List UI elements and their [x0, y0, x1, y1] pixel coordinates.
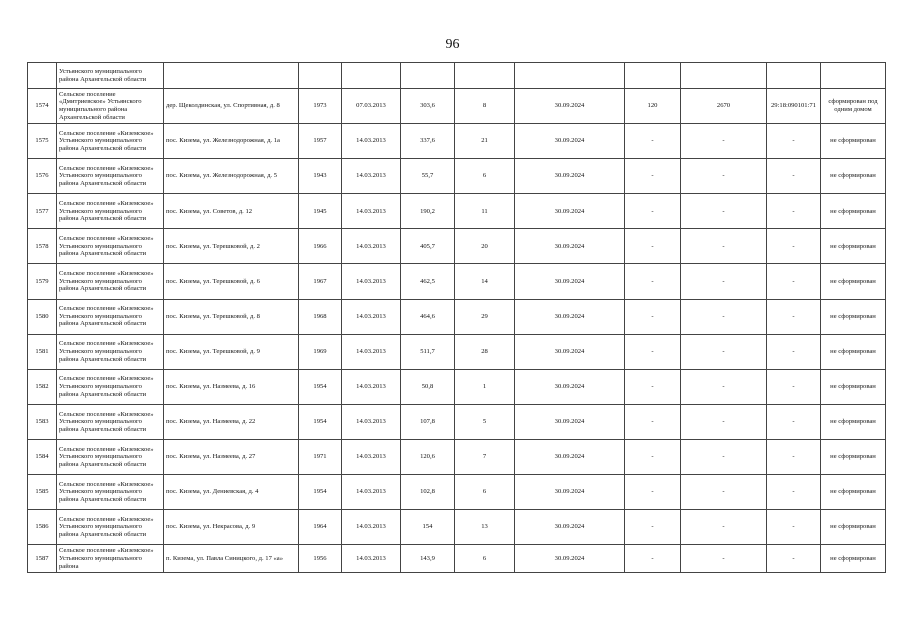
table-row-continuation	[28, 63, 886, 89]
cell-status	[821, 63, 886, 89]
table-row	[28, 439, 886, 474]
cell-num: 1579	[28, 264, 57, 299]
cell-owner: Сельское поселение «Киземское» Устьянского муниципального района Архангельской области	[57, 299, 164, 334]
cell-date2: 30.09.2024	[515, 439, 625, 474]
cell-date: 14.03.2013	[342, 124, 401, 159]
cell-owner: Сельское поселение «Киземское» Устьянского муниципального района Архангельской области	[57, 264, 164, 299]
cell-cadastral: -	[767, 124, 821, 159]
cell-status: не сформирован	[821, 194, 886, 229]
cell-n2: -	[681, 229, 767, 264]
cell-cadastral	[767, 63, 821, 89]
cell-date: 14.03.2013	[342, 194, 401, 229]
cell-date2: 30.09.2024	[515, 124, 625, 159]
cell-date2: 30.09.2024	[515, 545, 625, 573]
cell-date: 14.03.2013	[342, 159, 401, 194]
cell-num: 1574	[28, 89, 57, 124]
cell-year: 1945	[299, 194, 342, 229]
cell-area: 190,2	[401, 194, 455, 229]
cell-n2: -	[681, 404, 767, 439]
cell-count: 1	[455, 369, 515, 404]
cell-area: 405,7	[401, 229, 455, 264]
cell-cadastral: -	[767, 264, 821, 299]
cell-date2	[515, 63, 625, 89]
cell-date: 14.03.2013	[342, 545, 401, 573]
cell-owner: Сельское поселение «Киземское» Устьянского муниципального района Архангельской области	[57, 369, 164, 404]
cell-address: пос. Кизема, ул. Назмеева, д. 22	[164, 404, 299, 439]
cell-cadastral: -	[767, 475, 821, 510]
cell-area: 143,9	[401, 545, 455, 573]
cell-n2: -	[681, 264, 767, 299]
cell-cadastral: -	[767, 404, 821, 439]
cell-status: не сформирован	[821, 510, 886, 545]
cell-n1: -	[625, 194, 681, 229]
table-row	[28, 89, 886, 124]
cell-cadastral: -	[767, 229, 821, 264]
cell-n2: -	[681, 124, 767, 159]
cell-address: п. Кизема, ул. Павла Синицкого, д. 17 «а»	[164, 545, 299, 573]
cell-owner: Сельское поселение «Киземское» Устьянского муниципального района Архангельской области	[57, 439, 164, 474]
cell-count: 11	[455, 194, 515, 229]
cell-status: не сформирован	[821, 229, 886, 264]
cell-count: 13	[455, 510, 515, 545]
table-row	[28, 545, 886, 573]
cell-cadastral: -	[767, 299, 821, 334]
table-row	[28, 404, 886, 439]
cell-owner: Сельское поселение «Киземское» Устьянского муниципального района Архангельской области	[57, 510, 164, 545]
cell-owner: Сельское поселение «Киземское» Устьянского муниципального района Архангельской области	[57, 475, 164, 510]
cell-area: 462,5	[401, 264, 455, 299]
cell-n2: -	[681, 439, 767, 474]
cell-address: пос. Кизема, ул. Дениевская, д. 4	[164, 475, 299, 510]
cell-year: 1973	[299, 89, 342, 124]
cell-count	[455, 63, 515, 89]
table-row	[28, 229, 886, 264]
cell-date: 14.03.2013	[342, 510, 401, 545]
table-body	[28, 63, 886, 573]
housing-registry-table	[27, 62, 886, 573]
cell-date: 14.03.2013	[342, 369, 401, 404]
cell-address: пос. Кизема, ул. Назмеева, д. 16	[164, 369, 299, 404]
cell-status: не сформирован	[821, 439, 886, 474]
cell-owner: Устьянского муниципального района Архангельской области	[57, 63, 164, 89]
cell-cadastral: 29:18:090101:71	[767, 89, 821, 124]
cell-date2: 30.09.2024	[515, 334, 625, 369]
cell-n2: -	[681, 159, 767, 194]
cell-cadastral: -	[767, 334, 821, 369]
table-row	[28, 124, 886, 159]
cell-year: 1969	[299, 334, 342, 369]
cell-n1: -	[625, 545, 681, 573]
cell-year: 1964	[299, 510, 342, 545]
cell-date2: 30.09.2024	[515, 299, 625, 334]
cell-area: 102,8	[401, 475, 455, 510]
cell-count: 6	[455, 545, 515, 573]
cell-date: 14.03.2013	[342, 404, 401, 439]
cell-year: 1966	[299, 229, 342, 264]
cell-status: не сформирован	[821, 475, 886, 510]
cell-year: 1971	[299, 439, 342, 474]
cell-date2: 30.09.2024	[515, 159, 625, 194]
cell-num	[28, 63, 57, 89]
cell-owner: Сельское поселение «Киземское» Устьянского муниципального района Архангельской области	[57, 334, 164, 369]
cell-n1: -	[625, 229, 681, 264]
cell-date2: 30.09.2024	[515, 404, 625, 439]
page-number: 96	[445, 37, 460, 52]
cell-cadastral: -	[767, 159, 821, 194]
cell-num: 1578	[28, 229, 57, 264]
cell-n2: -	[681, 299, 767, 334]
cell-count: 6	[455, 475, 515, 510]
cell-n2: -	[681, 545, 767, 573]
cell-area: 464,6	[401, 299, 455, 334]
cell-date: 14.03.2013	[342, 264, 401, 299]
cell-cadastral: -	[767, 369, 821, 404]
cell-address: дер. Щеколдинская, ул. Спортивная, д. 8	[164, 89, 299, 124]
cell-n1: -	[625, 334, 681, 369]
cell-date2: 30.09.2024	[515, 89, 625, 124]
cell-count: 28	[455, 334, 515, 369]
cell-count: 21	[455, 124, 515, 159]
cell-date2: 30.09.2024	[515, 510, 625, 545]
cell-status: не сформирован	[821, 545, 886, 573]
cell-address: пос. Кизема, ул. Назмеева, д. 27	[164, 439, 299, 474]
cell-owner: Сельское поселение «Киземское» Устьянского муниципального района Архангельской области	[57, 159, 164, 194]
cell-area: 120,6	[401, 439, 455, 474]
cell-owner: Сельское поселение «Дмитриевское» Устьянского муниципального района Архангельской области	[57, 89, 164, 124]
cell-n1	[625, 63, 681, 89]
cell-owner: Сельское поселение «Киземское» Устьянского муниципального района Архангельской области	[57, 229, 164, 264]
cell-count: 8	[455, 89, 515, 124]
cell-n2: 2670	[681, 89, 767, 124]
cell-n1: -	[625, 264, 681, 299]
cell-owner: Сельское поселение «Киземское» Устьянского муниципального района Архангельской области	[57, 124, 164, 159]
cell-address: пос. Кизема, ул. Железнодорожная, д. 5	[164, 159, 299, 194]
cell-cadastral: -	[767, 439, 821, 474]
cell-area: 55,7	[401, 159, 455, 194]
cell-count: 6	[455, 159, 515, 194]
cell-status: не сформирован	[821, 159, 886, 194]
cell-n1: -	[625, 475, 681, 510]
cell-num: 1583	[28, 404, 57, 439]
cell-n1: -	[625, 510, 681, 545]
cell-year: 1956	[299, 545, 342, 573]
cell-address: пос. Кизема, ул. Терешковой, д. 8	[164, 299, 299, 334]
cell-num: 1584	[28, 439, 57, 474]
cell-year: 1967	[299, 264, 342, 299]
cell-n2: -	[681, 369, 767, 404]
cell-num: 1587	[28, 545, 57, 573]
cell-n2: -	[681, 475, 767, 510]
cell-date2: 30.09.2024	[515, 194, 625, 229]
cell-area: 303,6	[401, 89, 455, 124]
cell-date: 14.03.2013	[342, 299, 401, 334]
cell-n1: -	[625, 124, 681, 159]
cell-num: 1582	[28, 369, 57, 404]
cell-year: 1943	[299, 159, 342, 194]
cell-date: 14.03.2013	[342, 229, 401, 264]
table-row	[28, 194, 886, 229]
cell-cadastral: -	[767, 545, 821, 573]
cell-n1: -	[625, 299, 681, 334]
cell-num: 1576	[28, 159, 57, 194]
cell-date2: 30.09.2024	[515, 475, 625, 510]
cell-address: пос. Кизема, ул. Терешковой, д. 2	[164, 229, 299, 264]
cell-num: 1581	[28, 334, 57, 369]
cell-area: 50,8	[401, 369, 455, 404]
cell-year: 1954	[299, 369, 342, 404]
cell-n1: 120	[625, 89, 681, 124]
cell-area	[401, 63, 455, 89]
cell-n1: -	[625, 439, 681, 474]
cell-year: 1957	[299, 124, 342, 159]
cell-date2: 30.09.2024	[515, 229, 625, 264]
cell-address: пос. Кизема, ул. Советов, д. 12	[164, 194, 299, 229]
cell-address: пос. Кизема, ул. Терешковой, д. 6	[164, 264, 299, 299]
cell-n1: -	[625, 369, 681, 404]
cell-address: пос. Кизема, ул. Терешковой, д. 9	[164, 334, 299, 369]
cell-status: не сформирован	[821, 404, 886, 439]
cell-status: не сформирован	[821, 299, 886, 334]
cell-address	[164, 63, 299, 89]
cell-date: 07.03.2013	[342, 89, 401, 124]
cell-cadastral: -	[767, 510, 821, 545]
cell-area: 511,7	[401, 334, 455, 369]
cell-num: 1580	[28, 299, 57, 334]
cell-count: 14	[455, 264, 515, 299]
cell-date2: 30.09.2024	[515, 369, 625, 404]
cell-n1: -	[625, 159, 681, 194]
table-row	[28, 369, 886, 404]
cell-count: 29	[455, 299, 515, 334]
table-row	[28, 475, 886, 510]
cell-owner: Сельское поселение «Киземское» Устьянского муниципального района	[57, 545, 164, 573]
cell-owner: Сельское поселение «Киземское» Устьянского муниципального района Архангельской области	[57, 404, 164, 439]
cell-area: 154	[401, 510, 455, 545]
cell-num: 1585	[28, 475, 57, 510]
table-row	[28, 299, 886, 334]
cell-address: пос. Кизема, ул. Железнодорожная, д. 1а	[164, 124, 299, 159]
cell-address: пос. Кизема, ул. Некрасова, д. 9	[164, 510, 299, 545]
cell-n2	[681, 63, 767, 89]
cell-year	[299, 63, 342, 89]
cell-status: не сформирован	[821, 369, 886, 404]
cell-num: 1575	[28, 124, 57, 159]
cell-n2: -	[681, 334, 767, 369]
cell-status: не сформирован	[821, 124, 886, 159]
cell-owner: Сельское поселение «Киземское» Устьянского муниципального района Архангельской области	[57, 194, 164, 229]
cell-year: 1954	[299, 404, 342, 439]
cell-num: 1586	[28, 510, 57, 545]
cell-area: 107,8	[401, 404, 455, 439]
cell-area: 337,6	[401, 124, 455, 159]
cell-date: 14.03.2013	[342, 334, 401, 369]
cell-year: 1968	[299, 299, 342, 334]
cell-count: 7	[455, 439, 515, 474]
cell-year: 1954	[299, 475, 342, 510]
table-row	[28, 264, 886, 299]
cell-n2: -	[681, 510, 767, 545]
table-row	[28, 510, 886, 545]
cell-n2: -	[681, 194, 767, 229]
cell-date2: 30.09.2024	[515, 264, 625, 299]
cell-n1: -	[625, 404, 681, 439]
table-row	[28, 334, 886, 369]
cell-date: 14.03.2013	[342, 439, 401, 474]
cell-status: не сформирован	[821, 334, 886, 369]
cell-date: 14.03.2013	[342, 475, 401, 510]
cell-status: не сформирован	[821, 264, 886, 299]
table-row	[28, 159, 886, 194]
cell-num: 1577	[28, 194, 57, 229]
cell-status: сформирован под одним домом	[821, 89, 886, 124]
cell-count: 5	[455, 404, 515, 439]
cell-cadastral: -	[767, 194, 821, 229]
cell-date	[342, 63, 401, 89]
cell-count: 20	[455, 229, 515, 264]
